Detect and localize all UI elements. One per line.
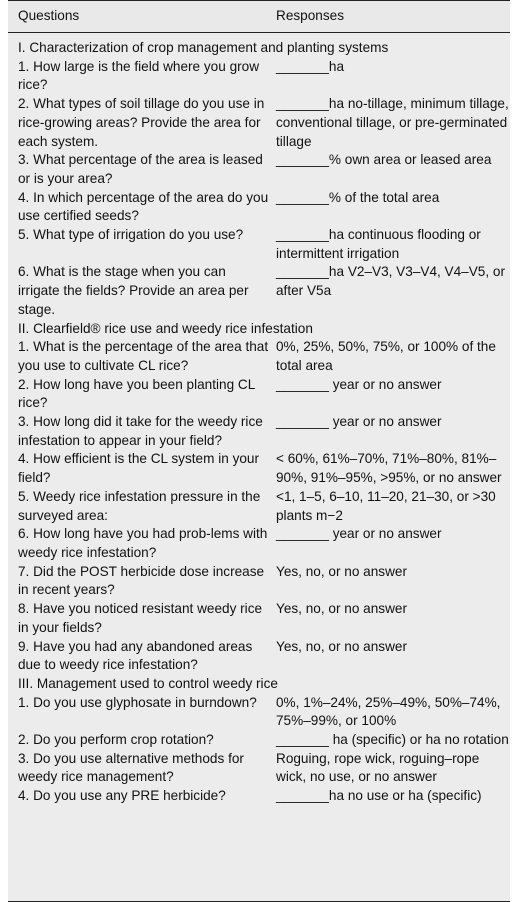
question: 4. Do you use any PRE herbicide? — [18, 788, 226, 804]
table-row — [8, 450, 510, 487]
response: Yes, no, or no answer — [276, 601, 407, 617]
response: Yes, no, or no answer — [276, 638, 407, 654]
survey-table — [8, 0, 510, 902]
response: _______ha no-tillage, minimum tillage, conventional tillage, or pre-germinated tillage — [276, 96, 509, 149]
table-row — [8, 95, 510, 151]
response: 0%, 1%–24%, 25%–49%, 50%–74%, 75%–99%, or 100% — [276, 694, 501, 729]
header-responses: Responses — [276, 8, 345, 23]
table-body — [8, 33, 510, 902]
response: _______ha continuous flooding or intermittent irrigation — [276, 227, 481, 261]
question: 9. Have you had any abandoned areas due to weedy rice infestation? — [18, 638, 253, 673]
header-questions: Questions — [18, 8, 80, 23]
section-title: II. Clearfield® rice use and weedy rice infestation — [18, 320, 313, 336]
question: 4. In which percentage of the area do you use certified seeds? — [18, 189, 269, 224]
table-row — [8, 488, 510, 525]
response: 0%, 25%, 50%, 75%, or 100% of the total area — [276, 339, 496, 373]
question: 5. What type of irrigation do you use? — [18, 227, 244, 243]
section-title: I. Characterization of crop management and planting systems — [18, 40, 389, 55]
table-row — [8, 694, 510, 731]
response: _______ year or no answer — [276, 414, 442, 430]
question: 6. How long have you had prob-lems with weedy rice infestation? — [18, 526, 268, 560]
table-row — [8, 151, 510, 188]
question: 6. What is the stage when you can irrigate the fields? Provide an area per stage. — [18, 264, 249, 317]
table-row — [8, 563, 510, 600]
response: < 60%, 61%–70%, 71%–80%, 81%–90%, 91%–95%, >95%, or no answer — [276, 451, 502, 486]
question: 7. Did the POST herbicide dose increase in recent years? — [18, 563, 265, 598]
question: 1. Do you use glyphosate in burndown? — [18, 694, 257, 710]
table-row — [8, 413, 510, 450]
response: Yes, no, or no answer — [276, 563, 407, 579]
table-row — [8, 787, 510, 806]
table-row — [8, 263, 510, 319]
table-row — [8, 750, 510, 787]
table-row — [8, 638, 510, 675]
question: 1. How large is the field where you grow rice? — [18, 58, 260, 93]
response: _______ha V2–V3, V3–V4, V4–V5, or after V5a — [276, 264, 506, 299]
response: _______ha — [276, 58, 345, 74]
question: 3. What percentage of the area is leased or is your area? — [18, 152, 263, 186]
response: _______ ha (specific) or ha no rotation — [276, 732, 509, 748]
table-row — [8, 376, 510, 413]
question: 1. What is the percentage of the area that you use to cultivate CL rice? — [18, 339, 269, 373]
table-row — [8, 58, 510, 95]
table-row — [8, 226, 510, 263]
response: _______ year or no answer — [276, 376, 442, 392]
question: 2. How long have you been planting CL rice? — [18, 376, 255, 411]
response: <1, 1–5, 6–10, 11–20, 21–30, or >30 plants m−2 — [276, 488, 496, 523]
response: Roguing, rope wick, roguing–rope wick, no use, or no answer — [276, 750, 480, 785]
table-row — [8, 525, 510, 562]
question: 3. How long did it take for the weedy rice infestation to appear in your field? — [18, 414, 263, 448]
response: _______ year or no answer — [276, 526, 442, 542]
question: 3. Do you use alternative methods for weedy rice management? — [18, 750, 244, 785]
question: 5. Weedy rice infestation pressure in the surveyed area: — [18, 488, 261, 523]
response: _______% own area or leased area — [276, 152, 492, 168]
table-row — [8, 338, 510, 375]
response: _______ha no use or ha (specific) — [276, 788, 482, 804]
question: 4. How efficient is the CL system in your field? — [18, 451, 260, 486]
table-header — [8, 0, 510, 33]
section-title: III. Management used to control weedy rice — [18, 675, 278, 691]
table-row — [8, 600, 510, 637]
question: 8. Have you noticed resistant weedy rice in your fields? — [18, 601, 263, 635]
response: _______% of the total area — [276, 189, 440, 205]
question: 2. What types of soil tillage do you use in rice-growing areas? Provide the area for each system. — [18, 96, 265, 149]
question: 2. Do you perform crop rotation? — [18, 732, 214, 748]
table-row — [8, 731, 510, 750]
table-row — [8, 189, 510, 226]
